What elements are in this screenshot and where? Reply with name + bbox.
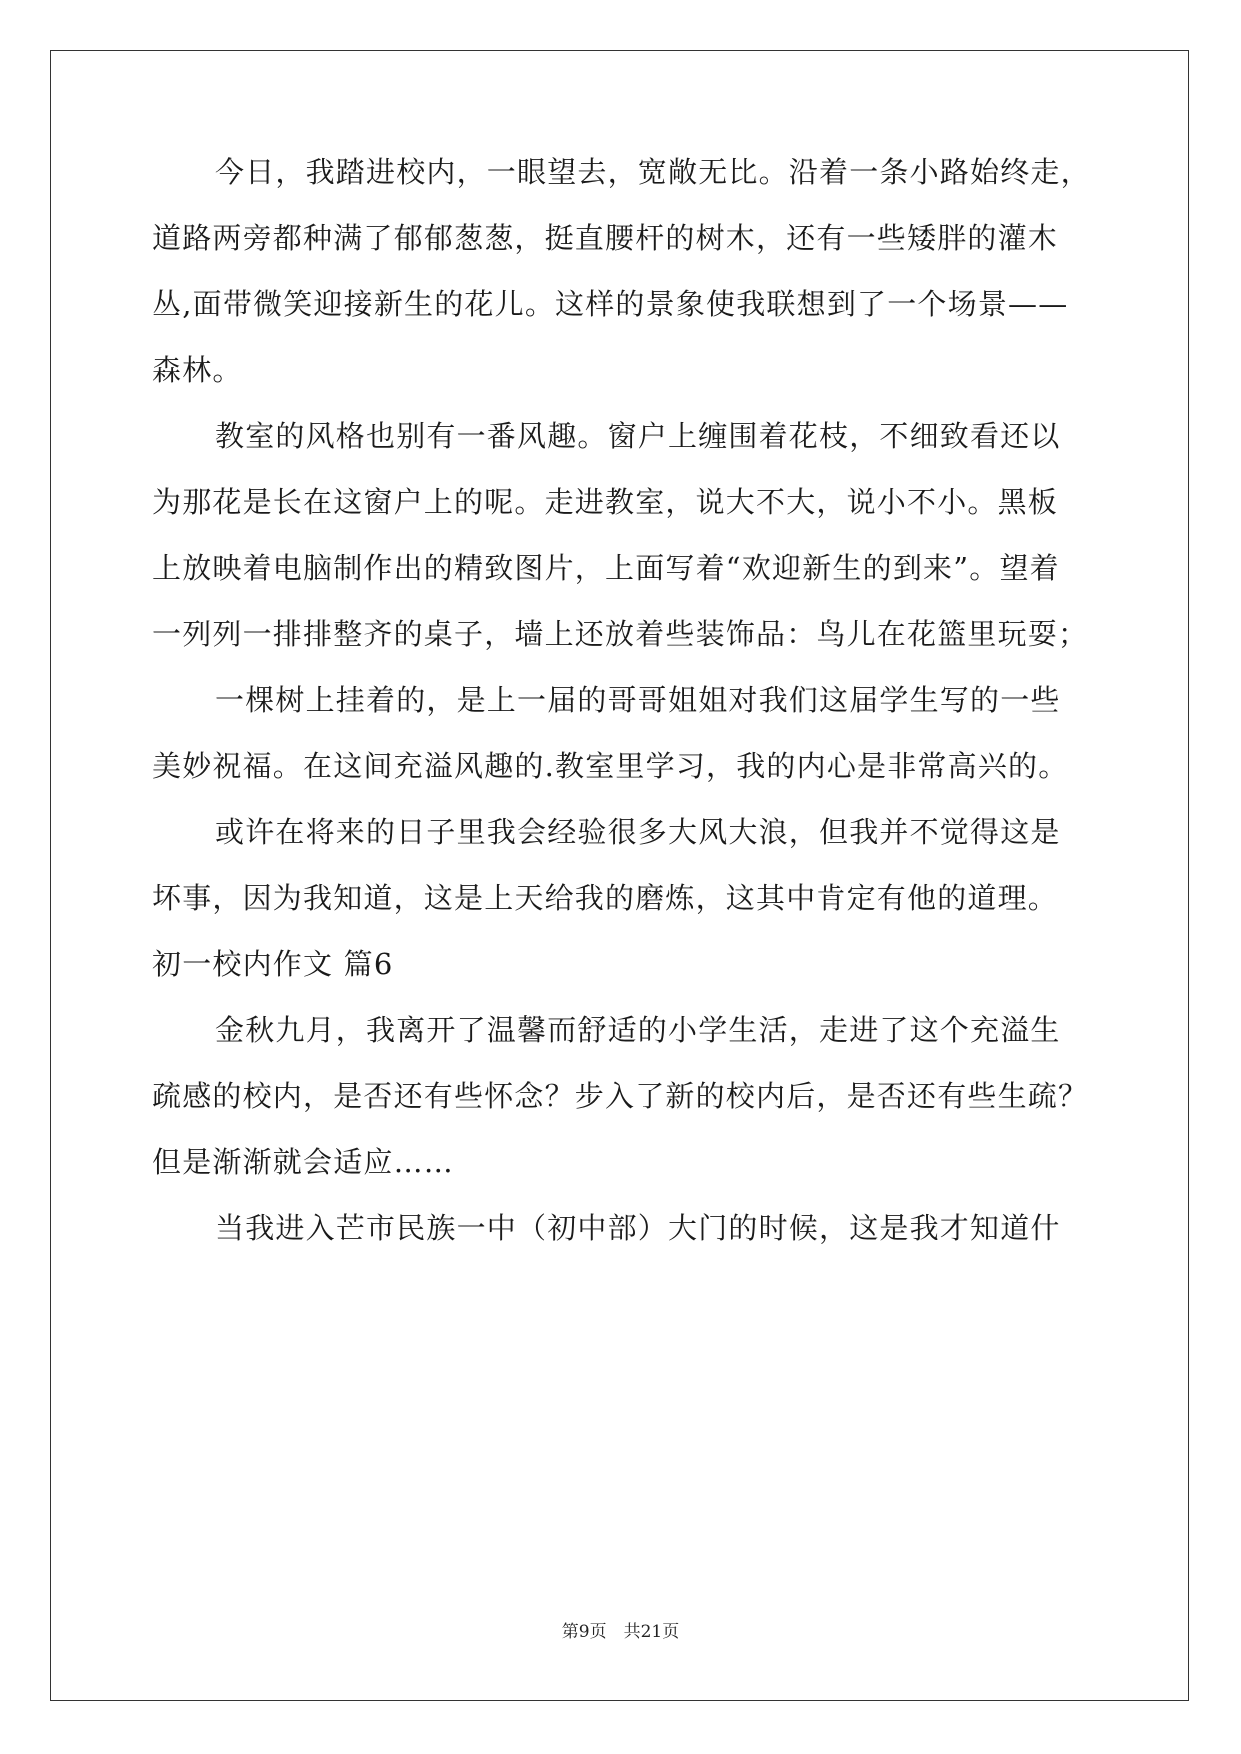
page-number-label: 第9页 共21页	[561, 1622, 680, 1642]
text-line: 坏事，因为我知道，这是上天给我的磨炼，这其中肯定有他的道理。	[152, 881, 1059, 915]
text-line: 疏感的校内，是否还有些怀念？步入了新的校内后，是否还有些生疏？	[152, 1079, 1089, 1113]
text-line: 森林。	[152, 353, 243, 387]
text-line: 为那花是长在这窗户上的呢。走进教室，说大不大，说小不小。黑板	[152, 485, 1059, 519]
text-line: 金秋九月，我离开了温馨而舒适的小学生活，走进了这个充溢生	[215, 1013, 1061, 1047]
text-line: 上放映着电脑制作出的精致图片，上面写着“欢迎新生的到来”。望着	[152, 551, 1060, 585]
text-line: 或许在将来的日子里我会经验很多大风大浪，但我并不觉得这是	[215, 815, 1061, 849]
text-line: 教室的风格也别有一番风趣。窗户上缠围着花枝，不细致看还以	[215, 419, 1061, 453]
text-line: 一列列一排排整齐的桌子，墙上还放着些装饰品：鸟儿在花篮里玩耍；	[152, 617, 1089, 651]
text-line: 丛,面带微笑迎接新生的花儿。这样的景象使我联想到了一个场景——	[152, 287, 1069, 321]
section-heading: 初一校内作文 篇6	[152, 947, 394, 981]
text-line: 美妙祝福。在这间充溢风趣的.教室里学习，我的内心是非常高兴的。	[152, 749, 1069, 783]
text-line: 但是渐渐就会适应……	[152, 1145, 455, 1179]
text-line: 今日，我踏进校内，一眼望去，宽敞无比。沿着一条小路始终走，	[215, 155, 1091, 189]
text-line: 一棵树上挂着的，是上一届的哥哥姐姐对我们这届学生写的一些	[215, 683, 1061, 717]
text-line: 道路两旁都种满了郁郁葱葱，挺直腰杆的树木，还有一些矮胖的灌木	[152, 221, 1059, 255]
page-footer	[0, 1620, 1241, 1644]
text-line: 当我进入芒市民族一中（初中部）大门的时候，这是我才知道什	[215, 1211, 1061, 1245]
